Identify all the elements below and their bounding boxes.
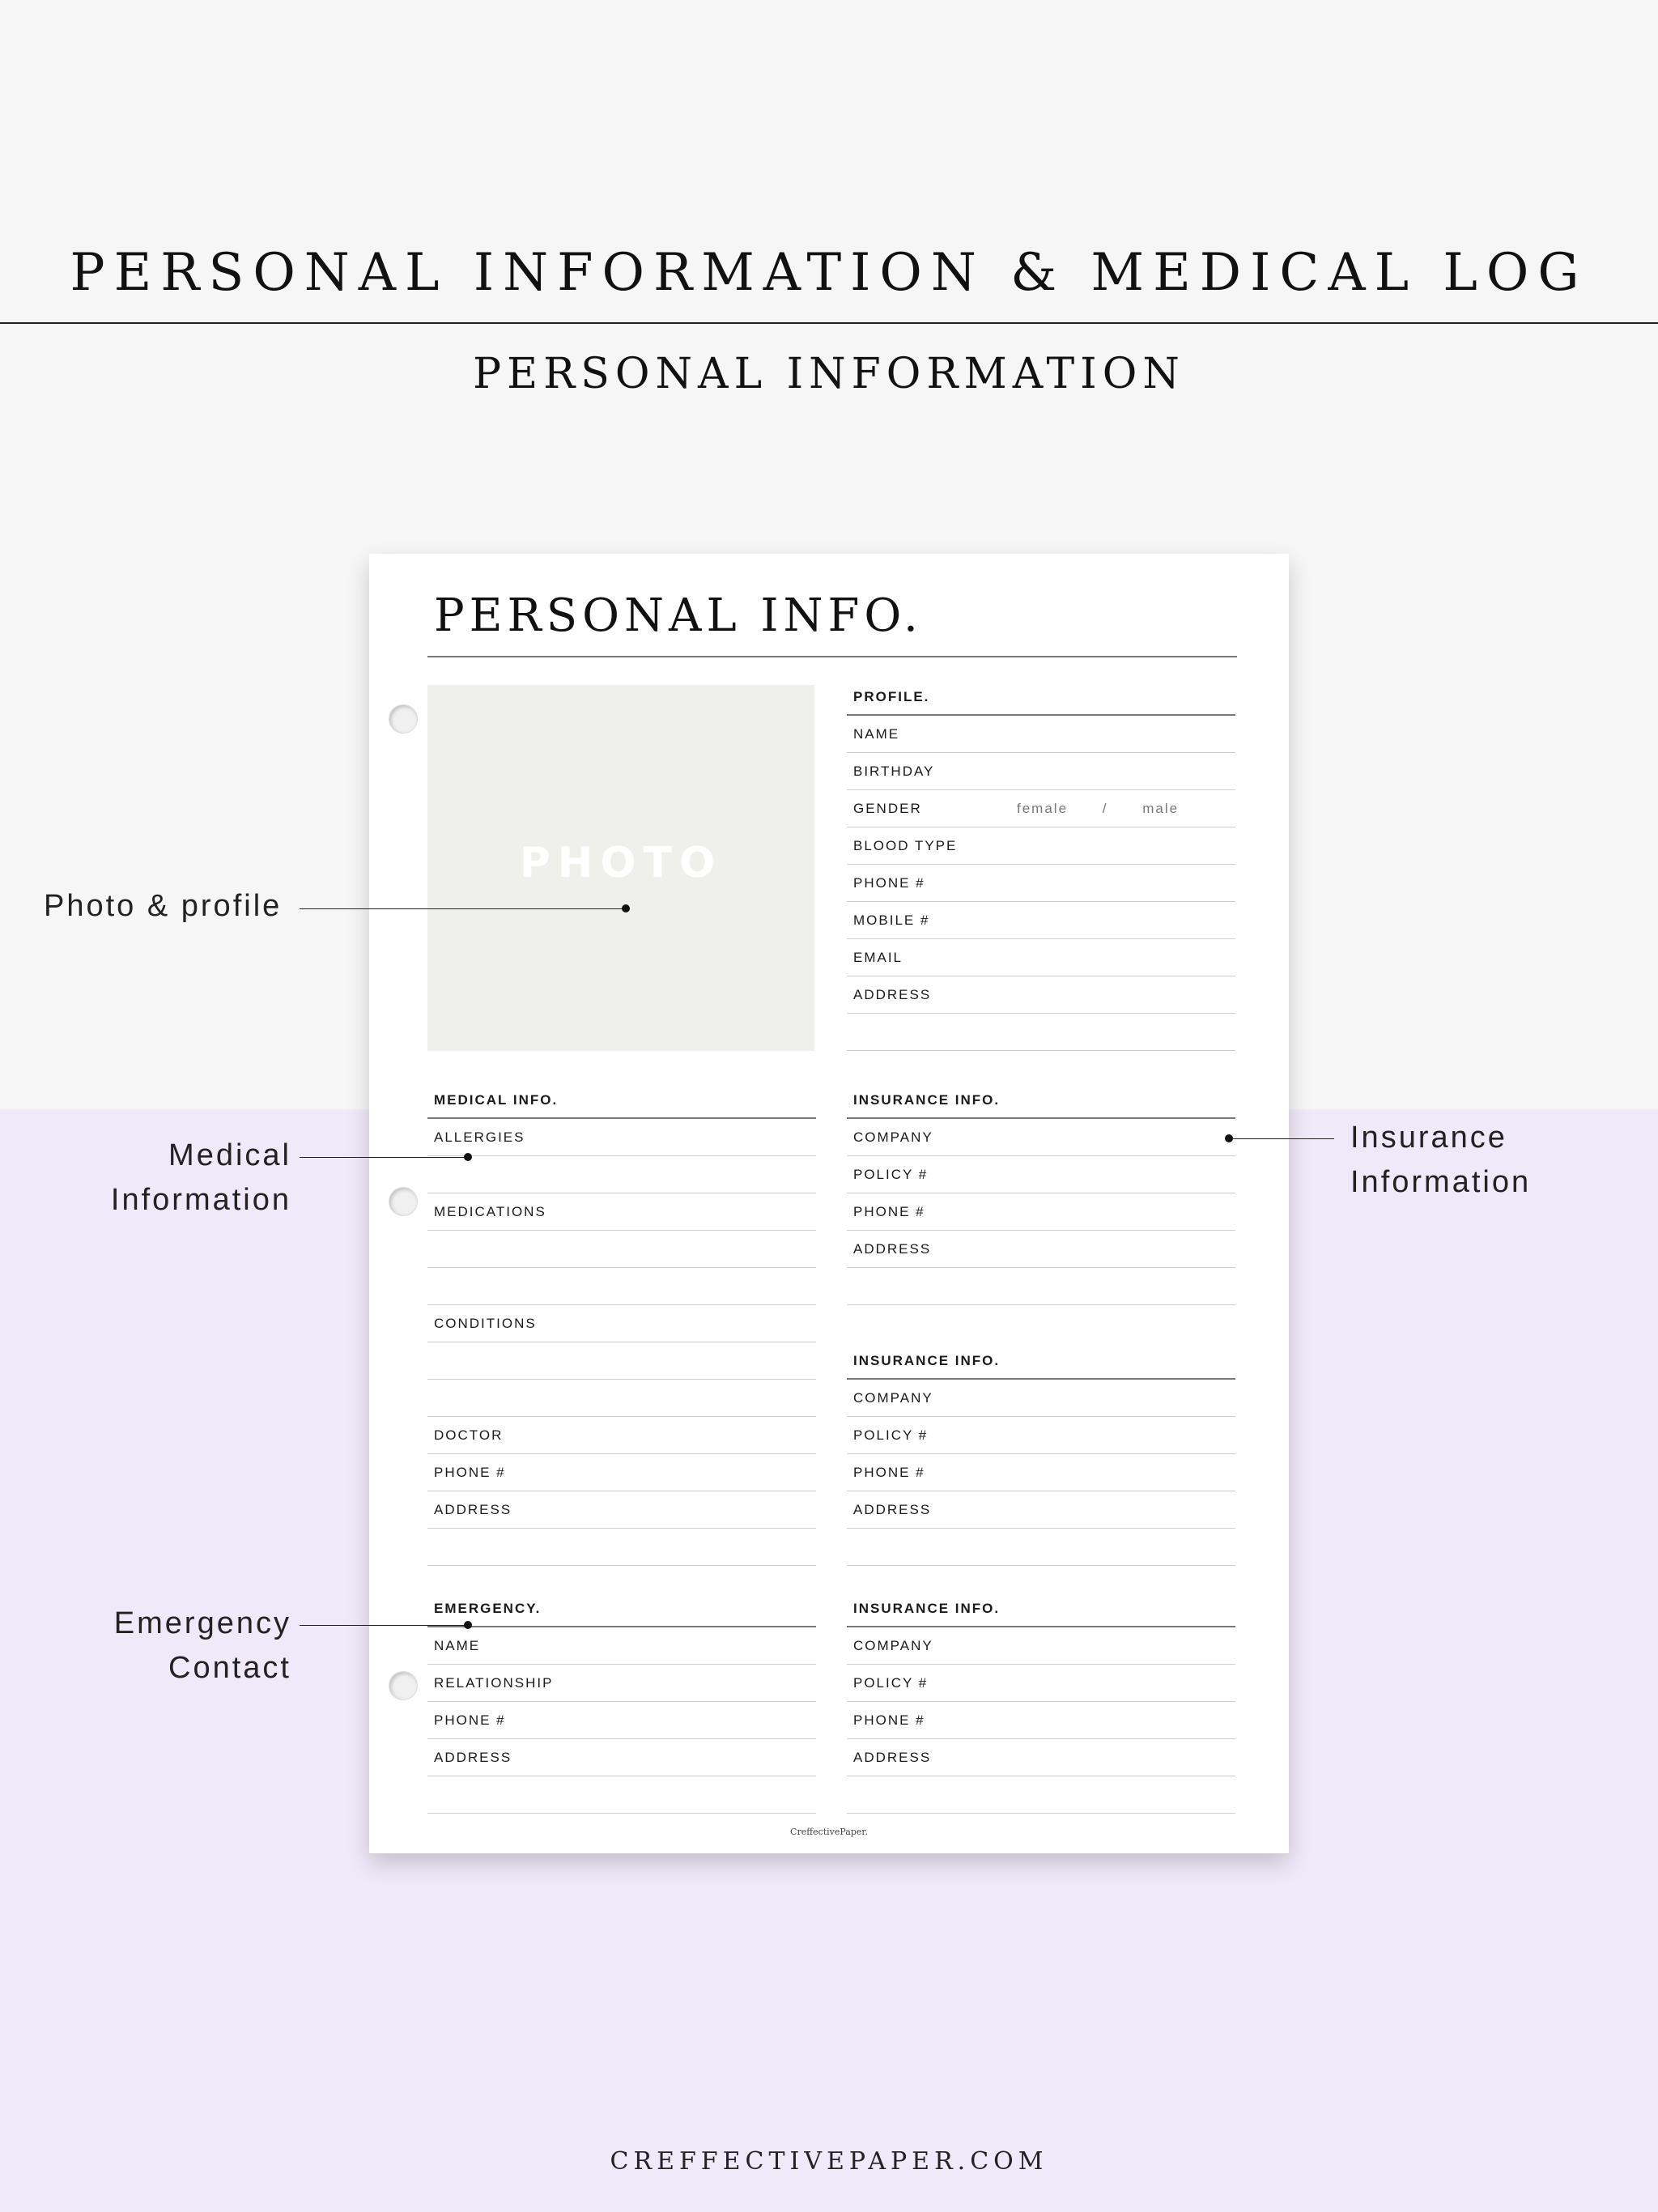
profile-name-field[interactable] [847,716,1235,753]
field-label: MOBILE # [853,912,930,928]
insurance-policy-field[interactable] [847,1417,1235,1454]
page-subtitle: PERSONAL INFORMATION [473,350,1185,398]
emergency-heading: EMERGENCY. [427,1590,816,1627]
field-label: PHONE # [853,1712,925,1728]
profile-email-field[interactable] [847,939,1235,976]
title-divider [0,322,1658,324]
insurance-phone-field[interactable] [847,1193,1235,1231]
medical-heading: MEDICAL INFO. [427,1082,816,1119]
insurance-address-field[interactable] [847,1739,1235,1776]
field-label: NAME [853,726,900,742]
field-label: PHONE # [434,1712,506,1728]
medical-medications-line[interactable] [427,1268,816,1305]
photo-label: PHOTO [519,839,723,887]
medical-medications-field[interactable] [427,1193,816,1231]
field-label: ADDRESS [853,1241,932,1257]
annotation-photo-line [300,908,625,909]
field-label: GENDER [853,801,922,816]
field-label: DOCTOR [434,1427,504,1443]
field-label: ADDRESS [434,1502,512,1517]
field-label: COMPANY [853,1638,933,1653]
annotation-medical-line2: Information [110,1183,291,1217]
profile-address-field[interactable] [847,976,1235,1014]
annotation-emergency [49,1602,291,1691]
annotation-photo-dot [622,904,630,912]
annotation-medical-line1: Medical [168,1138,291,1172]
medical-section [427,1082,816,1566]
medical-medications-line[interactable] [427,1231,816,1268]
profile-blood-type-field[interactable] [847,827,1235,865]
field-label: RELATIONSHIP [434,1675,554,1691]
annotation-insurance-line2: Information [1350,1165,1532,1199]
annotation-insurance-line1: Insurance [1350,1121,1507,1155]
insurance-section-2 [847,1342,1235,1566]
medical-allergies-line[interactable] [427,1156,816,1193]
field-label: ADDRESS [853,1750,932,1765]
field-label: POLICY # [853,1427,929,1443]
medical-conditions-line[interactable] [427,1342,816,1380]
insurance-section-3 [847,1590,1235,1814]
medical-doctor-field[interactable] [427,1417,816,1454]
insurance-address-line[interactable] [847,1776,1235,1814]
insurance-address-line[interactable] [847,1529,1235,1566]
field-label: PHONE # [434,1465,506,1480]
insurance-phone-field[interactable] [847,1702,1235,1739]
annotation-emergency-line1: Emergency [113,1606,291,1640]
profile-address-extra-line[interactable] [847,1014,1235,1051]
field-label: ADDRESS [853,987,932,1002]
insurance-heading: INSURANCE INFO. [847,1082,1235,1119]
insurance-address-field[interactable] [847,1491,1235,1529]
annotation-medical [49,1134,291,1223]
insurance-address-field[interactable] [847,1231,1235,1268]
insurance-section-1 [847,1082,1235,1305]
annotation-emergency-dot [464,1621,472,1629]
medical-conditions-field[interactable] [427,1305,816,1342]
punch-hole-top [389,704,418,734]
annotation-emergency-line [300,1625,468,1626]
insurance-policy-field[interactable] [847,1665,1235,1702]
annotation-emergency-line2: Contact [168,1651,291,1685]
emergency-address-line[interactable] [427,1776,816,1814]
field-label: PHONE # [853,875,925,891]
insurance-company-field[interactable] [847,1119,1235,1156]
annotation-medical-dot [464,1153,472,1161]
annotation-photo-profile-label: Photo & profile [44,889,283,923]
gender-option-male[interactable]: male [1142,801,1180,816]
annotation-photo-profile [44,884,282,929]
profile-mobile-field[interactable] [847,902,1235,939]
sheet-brand: CreffectivePaper. [790,1827,868,1837]
insurance-company-field[interactable] [847,1380,1235,1417]
field-label: NAME [434,1638,481,1653]
photo-box[interactable] [427,685,814,1051]
field-label: POLICY # [853,1675,929,1691]
page-title: PERSONAL INFORMATION & MEDICAL LOG [70,243,1588,303]
gender-separator: / [1102,801,1108,816]
gender-options [1017,790,1179,827]
field-label: POLICY # [853,1167,929,1182]
emergency-address-field[interactable] [427,1739,816,1776]
medical-conditions-line[interactable] [427,1380,816,1417]
field-label: COMPANY [853,1129,933,1145]
field-label: BLOOD TYPE [853,838,958,853]
emergency-relationship-field[interactable] [427,1665,816,1702]
field-label: PHONE # [853,1204,925,1219]
profile-gender-field[interactable] [847,790,1235,827]
insurance-heading: INSURANCE INFO. [847,1590,1235,1627]
insurance-address-line[interactable] [847,1268,1235,1305]
sheet-title: PERSONAL INFO. [434,589,923,642]
profile-phone-field[interactable] [847,865,1235,902]
insurance-heading: INSURANCE INFO. [847,1342,1235,1380]
medical-phone-field[interactable] [427,1454,816,1491]
gender-option-female[interactable]: female [1017,801,1069,816]
emergency-name-field[interactable] [427,1627,816,1665]
emergency-phone-field[interactable] [427,1702,816,1739]
annotation-insurance-line [1229,1138,1334,1139]
punch-hole-middle [389,1187,418,1216]
annotation-insurance [1350,1116,1531,1205]
planner-sheet [369,554,1289,1853]
sheet-title-divider [427,656,1237,657]
field-label: PHONE # [853,1465,925,1480]
annotation-insurance-dot [1225,1134,1233,1142]
field-label: MEDICATIONS [434,1204,546,1219]
insurance-phone-field[interactable] [847,1454,1235,1491]
field-label: BIRTHDAY [853,764,935,779]
insurance-policy-field[interactable] [847,1156,1235,1193]
field-label: ADDRESS [434,1750,512,1765]
annotation-medical-line [300,1157,468,1158]
medical-address-field[interactable] [427,1491,816,1529]
website-footer: CREFFECTIVEPAPER.COM [610,2147,1048,2176]
field-label: CONDITIONS [434,1316,537,1331]
medical-address-line[interactable] [427,1529,816,1566]
insurance-company-field[interactable] [847,1627,1235,1665]
field-label: COMPANY [853,1390,933,1406]
medical-allergies-field[interactable] [427,1119,816,1156]
field-label: EMAIL [853,950,903,965]
punch-hole-bottom [389,1671,418,1700]
field-label: ALLERGIES [434,1129,525,1145]
profile-heading: PROFILE. [847,678,1235,716]
profile-birthday-field[interactable] [847,753,1235,790]
emergency-section [427,1590,816,1814]
profile-section [847,678,1235,1051]
field-label: ADDRESS [853,1502,932,1517]
